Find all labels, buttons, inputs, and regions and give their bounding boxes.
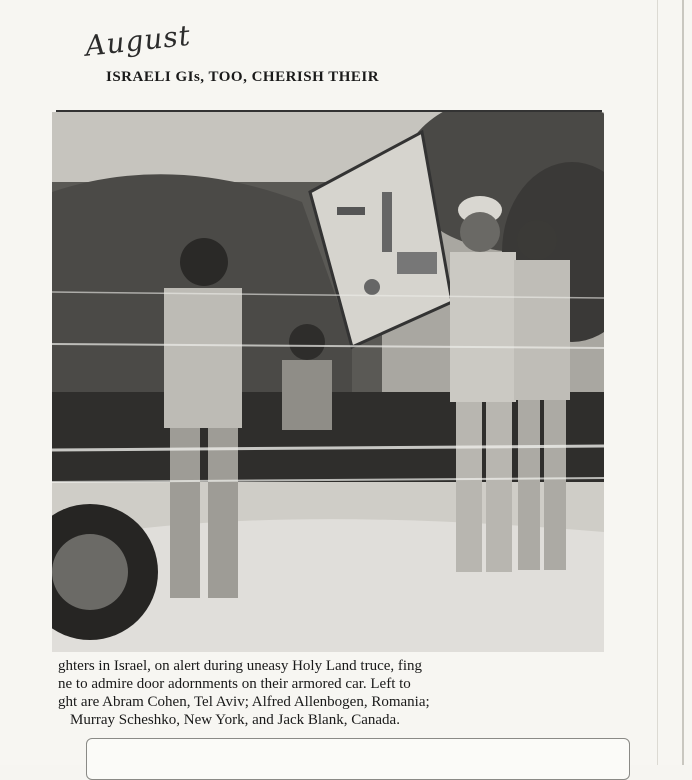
page-edge-line-inner — [657, 0, 658, 765]
news-photo-illustration — [52, 112, 604, 652]
news-photo — [52, 112, 604, 652]
clipping-headline: ISRAELI GIs, TOO, CHERISH THEIR — [106, 69, 380, 85]
caption-line: ght are Abram Cohen, Tel Aviv; Alfred Allenbogen, Romania; — [58, 694, 430, 710]
page-edge-line — [682, 0, 684, 765]
caption-line: Murray Scheshko, New York, and Jack Blank, Canada. — [70, 712, 400, 728]
caption-line: ne to admire door adornments on their armored car. Left to — [58, 676, 411, 692]
caption-line: ghters in Israel, on alert during uneasy Holy Land truce, fing — [58, 658, 423, 674]
handwritten-date-note: August — [83, 18, 193, 63]
next-clipping-frame — [86, 738, 630, 780]
photo-caption — [58, 657, 610, 729]
